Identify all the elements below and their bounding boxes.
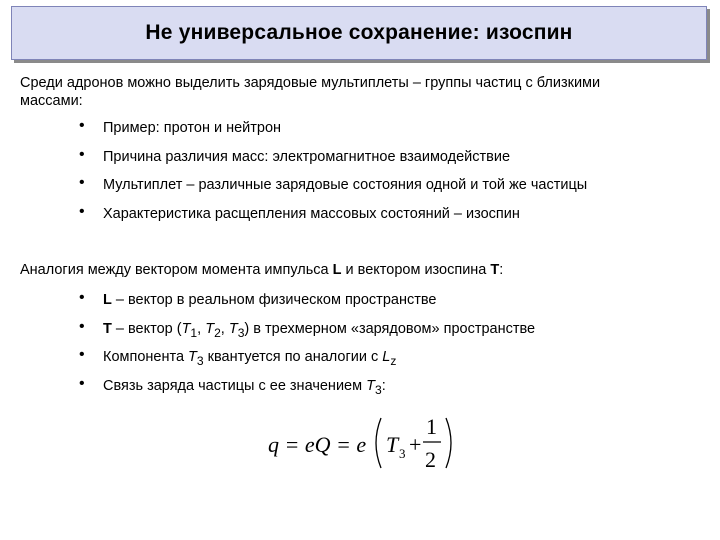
slide-title: Не универсальное сохранение: изоспин: [145, 21, 573, 44]
bullet-text: [103, 377, 386, 399]
subscript: z: [390, 353, 397, 368]
section2-intro-text: Аналогия между вектором момента импульса: [20, 262, 333, 278]
formula-subscript: 3: [399, 446, 406, 461]
vector-L: L: [103, 292, 112, 308]
component-T: T: [366, 377, 375, 394]
formula-T: T: [386, 432, 399, 457]
component-T: T: [228, 320, 238, 337]
bullet-icon: •: [79, 374, 85, 392]
bullet-text-part: Компонента: [103, 349, 189, 365]
bullet-icon: •: [79, 174, 85, 191]
bullet-icon: •: [79, 346, 85, 363]
bullet-icon: •: [79, 317, 85, 335]
vector-T: T: [103, 320, 112, 337]
vector-T: T: [490, 262, 500, 278]
component-T: T: [205, 320, 215, 337]
component-T: T: [181, 320, 191, 337]
bullet-text: [103, 348, 396, 370]
subscript: 3: [237, 325, 245, 340]
bullet-text: Мультиплет – различные зарядовые состояния одной и той же частицы: [103, 177, 588, 193]
formula-numerator: 1: [426, 414, 437, 439]
right-paren: [446, 418, 451, 468]
section2-intro: [20, 261, 700, 279]
section1-intro: [20, 74, 700, 110]
component-T: T: [188, 349, 197, 365]
subscript: 3: [374, 382, 382, 397]
formula-lhs: q = eQ = e: [268, 432, 367, 457]
section2-intro-colon: :: [499, 262, 504, 278]
bullet-text: [103, 320, 535, 342]
bullet-icon: •: [79, 289, 85, 306]
subscript: 1: [190, 325, 198, 340]
bullet-text-part: – вектор (: [111, 320, 182, 337]
subscript: 2: [214, 325, 221, 340]
bullet-text-part: квантуется по аналогии с: [203, 349, 383, 365]
formula-denominator: 2: [425, 447, 436, 472]
bullet-text: Причина различия масс: электромагнитное взаимодействие: [103, 148, 511, 165]
bullet-icon: •: [79, 145, 85, 163]
component-L: L: [382, 349, 391, 365]
vector-L: L: [332, 262, 342, 278]
bullet-icon: •: [79, 202, 85, 220]
section1-intro-line1: Среди адронов можно выделить зарядовые мультиплеты – группы частиц с близкими: [20, 75, 601, 91]
separator: ,: [197, 320, 206, 337]
slide-title-box: [11, 6, 707, 60]
bullet-text-part: – вектор в реальном физическом пространстве: [111, 292, 437, 308]
subscript: 3: [196, 353, 204, 368]
bullet-text-part: Связь заряда частицы с ее значением: [103, 377, 367, 394]
bullet-text-part: ) в трехмерном «зарядовом» пространстве: [244, 320, 536, 337]
bullet-text-part: :: [381, 377, 386, 394]
separator: ,: [220, 320, 229, 337]
charge-formula: [268, 410, 468, 476]
bullet-text: [103, 291, 436, 309]
bullet-icon: •: [79, 117, 85, 134]
formula-plus: +: [409, 432, 422, 457]
section1-intro-line2: массами:: [20, 93, 83, 109]
left-paren: [376, 418, 381, 468]
bullet-text: Пример: протон и нейтрон: [103, 120, 282, 136]
section2-intro-text: и вектором изоспина: [341, 262, 491, 278]
bullet-text: Характеристика расщепления массовых состояний – изоспин: [103, 205, 520, 222]
